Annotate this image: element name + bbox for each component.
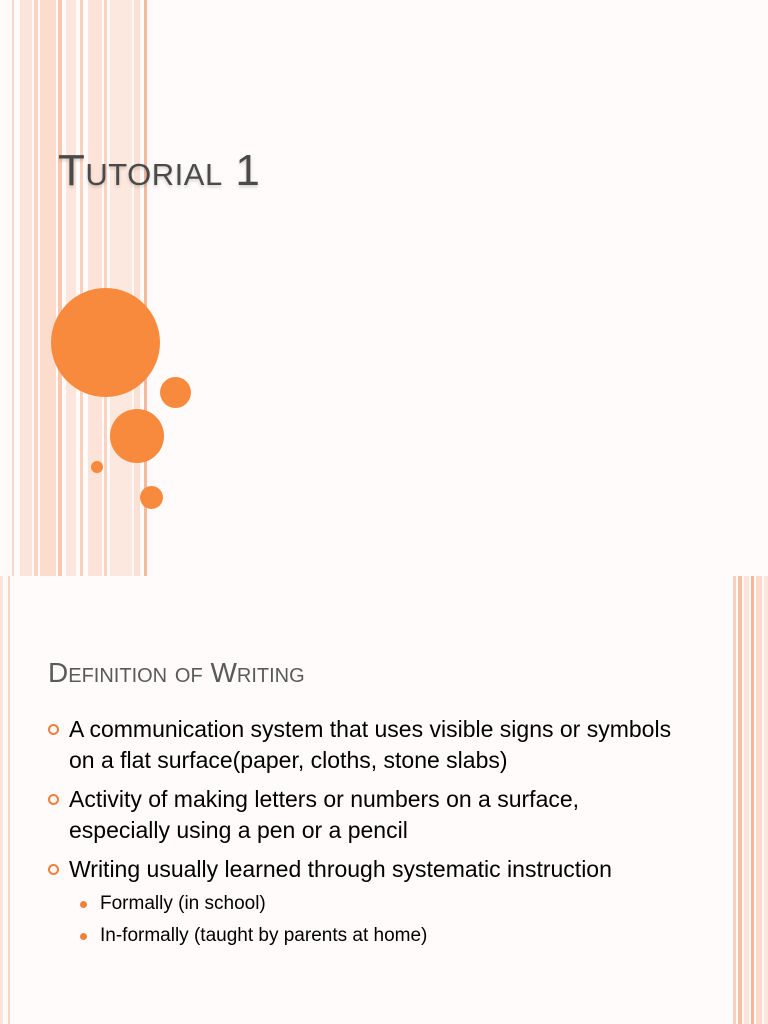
decorative-stripe [58, 0, 62, 576]
bullet-text: Activity of making letters or numbers on a surface, especially using a pen or a pencil [69, 786, 580, 843]
bullet-list [46, 714, 686, 957]
bullet-text: Writing usually learned through systematic instruction [69, 856, 612, 882]
decorative-circle-large [51, 288, 160, 397]
decorative-stripe [751, 576, 754, 1024]
decorative-circle-small [160, 377, 191, 408]
decorative-stripe [738, 576, 742, 1024]
dot-bullet-icon [80, 933, 87, 940]
heading-part: riting [236, 657, 305, 688]
slide-heading [48, 654, 305, 692]
decorative-circle-medium [110, 409, 164, 463]
decorative-stripe [764, 576, 768, 1024]
title-rest: utorial 1 [85, 146, 261, 195]
ring-bullet-icon [48, 724, 59, 735]
decorative-stripe [12, 0, 14, 576]
slide-definition [0, 576, 768, 1024]
decorative-stripe [756, 576, 762, 1024]
list-item [46, 714, 686, 776]
decorative-circle-tiny [91, 461, 103, 473]
decorative-stripe [8, 576, 10, 1024]
title-initial: T [58, 146, 86, 195]
decorative-stripe [34, 0, 38, 576]
ring-bullet-icon [48, 864, 59, 875]
heading-initial: D [48, 657, 69, 688]
decorative-circle-small [140, 486, 163, 509]
slide-title-heading [58, 136, 260, 206]
sub-list-item [69, 891, 686, 917]
heading-part: efinition of [68, 657, 211, 688]
list-item [46, 784, 686, 846]
decorative-stripe [66, 0, 76, 576]
decorative-stripe [80, 0, 83, 576]
heading-initial: W [210, 657, 237, 688]
bullet-text: A communication system that uses visible signs or symbols on a flat surface(paper, cloths, stone slabs) [69, 716, 672, 773]
sub-bullet-list [69, 891, 686, 949]
sub-list-item [69, 923, 686, 949]
sub-bullet-text: Formally (in school) [100, 893, 266, 914]
decorative-stripe [20, 0, 32, 576]
decorative-stripe [0, 576, 3, 1024]
decorative-stripe [134, 0, 140, 576]
ring-bullet-icon [48, 794, 59, 805]
dot-bullet-icon [80, 901, 87, 908]
list-item [46, 854, 686, 949]
sub-bullet-text: In-formally (taught by parents at home) [100, 925, 428, 946]
decorative-stripe [733, 576, 736, 1024]
decorative-stripe [40, 0, 56, 576]
decorative-stripe [744, 576, 749, 1024]
